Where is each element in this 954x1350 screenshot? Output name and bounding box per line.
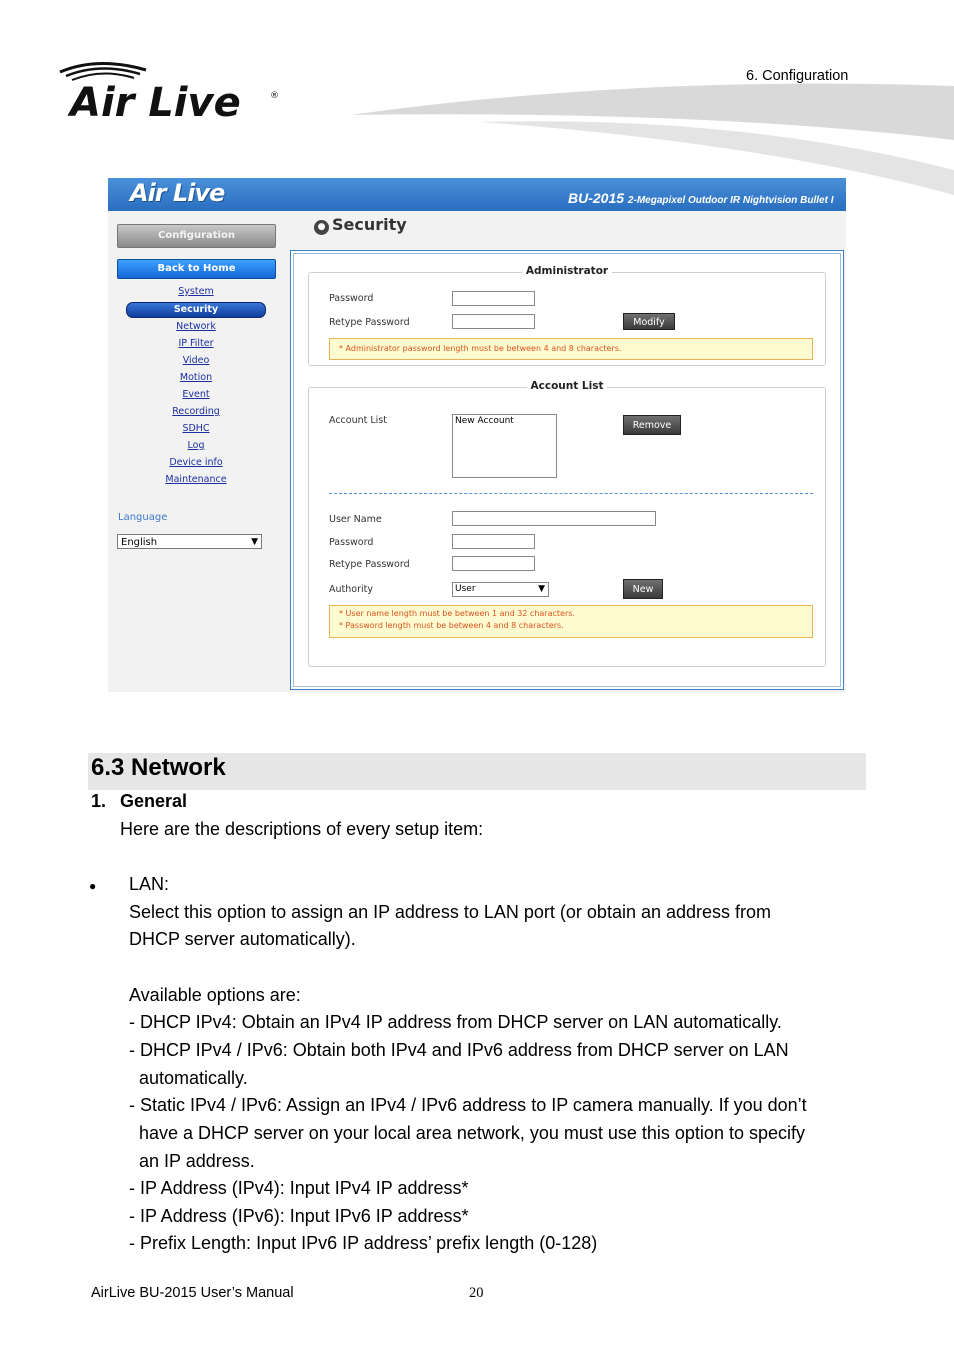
account-notes bbox=[329, 605, 813, 638]
option-prefix-length: - Prefix Length: Input IPv6 IP address’ prefix length (0‐128) bbox=[129, 1233, 598, 1253]
lan-label: LAN: bbox=[129, 874, 170, 894]
user-password-input[interactable] bbox=[452, 534, 535, 549]
option-ip-ipv4: - IP Address (IPv4): Input IPv4 IP address* bbox=[129, 1178, 469, 1198]
password-note: * Password length must be between 4 and 8 characters. bbox=[339, 621, 564, 630]
banner-model bbox=[568, 190, 834, 206]
page-number: 20 bbox=[469, 1285, 484, 1301]
chevron-down-icon: ▼ bbox=[251, 537, 258, 547]
admin-retype-label: Retype Password bbox=[329, 317, 410, 328]
admin-retype-input[interactable] bbox=[452, 314, 535, 329]
administrator-title: Administrator bbox=[522, 265, 612, 277]
sidebar-item-motion[interactable]: Motion bbox=[179, 372, 213, 383]
section-title: 6.3 Network bbox=[91, 754, 226, 781]
sidebar-item-event[interactable]: Event bbox=[182, 389, 210, 400]
language-select[interactable] bbox=[117, 534, 262, 549]
chevron-down-icon: ▼ bbox=[538, 584, 545, 594]
administrator-group bbox=[308, 265, 826, 366]
user-password-label: Password bbox=[329, 537, 374, 548]
option-dhcp-ipv4: - DHCP IPv4: Obtain an IPv4 IP address from DHCP server on LAN automatically. bbox=[129, 1012, 782, 1032]
language-value: English bbox=[121, 537, 158, 548]
account-listbox[interactable] bbox=[452, 414, 557, 478]
security-frame bbox=[290, 250, 844, 690]
sidebar-item-ip-filter[interactable]: IP Filter bbox=[178, 338, 214, 349]
user-name-label: User Name bbox=[329, 514, 382, 525]
account-list-label: Account List bbox=[329, 415, 387, 426]
chapter-label: 6. Configuration bbox=[746, 68, 849, 84]
user-name-note: * User name length must be between 1 and 32 characters. bbox=[339, 609, 575, 618]
user-retype-label: Retype Password bbox=[329, 559, 410, 570]
configuration-button[interactable]: Configuration bbox=[117, 224, 276, 248]
sidebar-item-network[interactable]: Network bbox=[176, 321, 216, 332]
logo-text: Air Live bbox=[70, 80, 241, 124]
subsection-title: General bbox=[120, 791, 188, 811]
user-retype-input[interactable] bbox=[452, 556, 535, 571]
page-title-text: Security bbox=[332, 215, 407, 234]
option-static-line2: have a DHCP server on your local area network, you must use this option to specify bbox=[139, 1123, 805, 1143]
sidebar-item-log[interactable]: Log bbox=[187, 440, 205, 451]
subsection-number: 1. bbox=[91, 791, 107, 811]
svg-text:®: ® bbox=[270, 91, 279, 101]
lan-desc-line1: Select this option to assign an IP address to LAN port (or obtain an address from bbox=[129, 902, 772, 922]
model-desc: 2-Megapixel Outdoor IR Nightvision Bullet I bbox=[627, 195, 834, 206]
sidebar-item-maintenance[interactable]: Maintenance bbox=[165, 474, 227, 485]
footer-manual: AirLive BU-2015 User’s Manual bbox=[91, 1285, 294, 1301]
intro-text: Here are the descriptions of every setup item: bbox=[120, 819, 484, 839]
sidebar-item-recording[interactable]: Recording bbox=[172, 406, 220, 417]
lock-icon: ● bbox=[314, 220, 329, 235]
camera-banner bbox=[108, 178, 846, 211]
new-button[interactable]: New bbox=[623, 579, 663, 599]
modify-button[interactable]: Modify bbox=[623, 313, 675, 330]
lan-desc-line2: DHCP server automatically). bbox=[129, 929, 356, 949]
model-name: BU-2015 bbox=[568, 190, 625, 206]
back-to-home-button[interactable]: Back to Home bbox=[117, 259, 276, 279]
bullet-icon: ● bbox=[89, 879, 97, 893]
admin-password-input[interactable] bbox=[452, 291, 535, 306]
banner-logo: Air Live bbox=[130, 179, 225, 207]
security-panel bbox=[284, 211, 846, 692]
option-ip-ipv6: - IP Address (IPv6): Input IPv6 IP address* bbox=[129, 1206, 469, 1226]
account-list-group bbox=[308, 380, 826, 667]
security-screenshot bbox=[108, 178, 846, 692]
sidebar-item-system[interactable]: System bbox=[178, 286, 214, 297]
account-list-item[interactable]: New Account bbox=[455, 416, 514, 426]
sidebar-item-security[interactable]: Security bbox=[126, 302, 266, 318]
admin-password-label: Password bbox=[329, 293, 374, 304]
divider bbox=[329, 493, 813, 494]
sidebar bbox=[108, 211, 284, 692]
sidebar-item-device-info[interactable]: Device info bbox=[169, 457, 223, 468]
option-dhcp-dual-line2: automatically. bbox=[139, 1068, 248, 1088]
option-static-line1: - Static IPv4 / IPv6: Assign an IPv4 / IPv6 address to IP camera manually. If you don’t bbox=[129, 1095, 807, 1115]
page-title bbox=[314, 215, 407, 235]
sidebar-item-video[interactable]: Video bbox=[182, 355, 210, 366]
sidebar-item-sdhc[interactable]: SDHC bbox=[182, 423, 210, 434]
option-dhcp-dual-line1: - DHCP IPv4 / IPv6: Obtain both IPv4 and IPv6 address from DHCP server on LAN bbox=[129, 1040, 789, 1060]
user-name-input[interactable] bbox=[452, 511, 656, 526]
airlive-logo bbox=[58, 58, 283, 124]
options-intro: Available options are: bbox=[129, 985, 301, 1005]
authority-select[interactable] bbox=[452, 582, 549, 597]
option-static-line3: an IP address. bbox=[139, 1151, 255, 1171]
remove-button[interactable]: Remove bbox=[623, 415, 681, 435]
language-label: Language bbox=[118, 512, 168, 523]
authority-label: Authority bbox=[329, 584, 373, 595]
account-list-title: Account List bbox=[527, 380, 608, 392]
authority-value: User bbox=[455, 584, 476, 594]
admin-password-note: * Administrator password length must be between 4 and 8 characters. bbox=[329, 338, 813, 360]
